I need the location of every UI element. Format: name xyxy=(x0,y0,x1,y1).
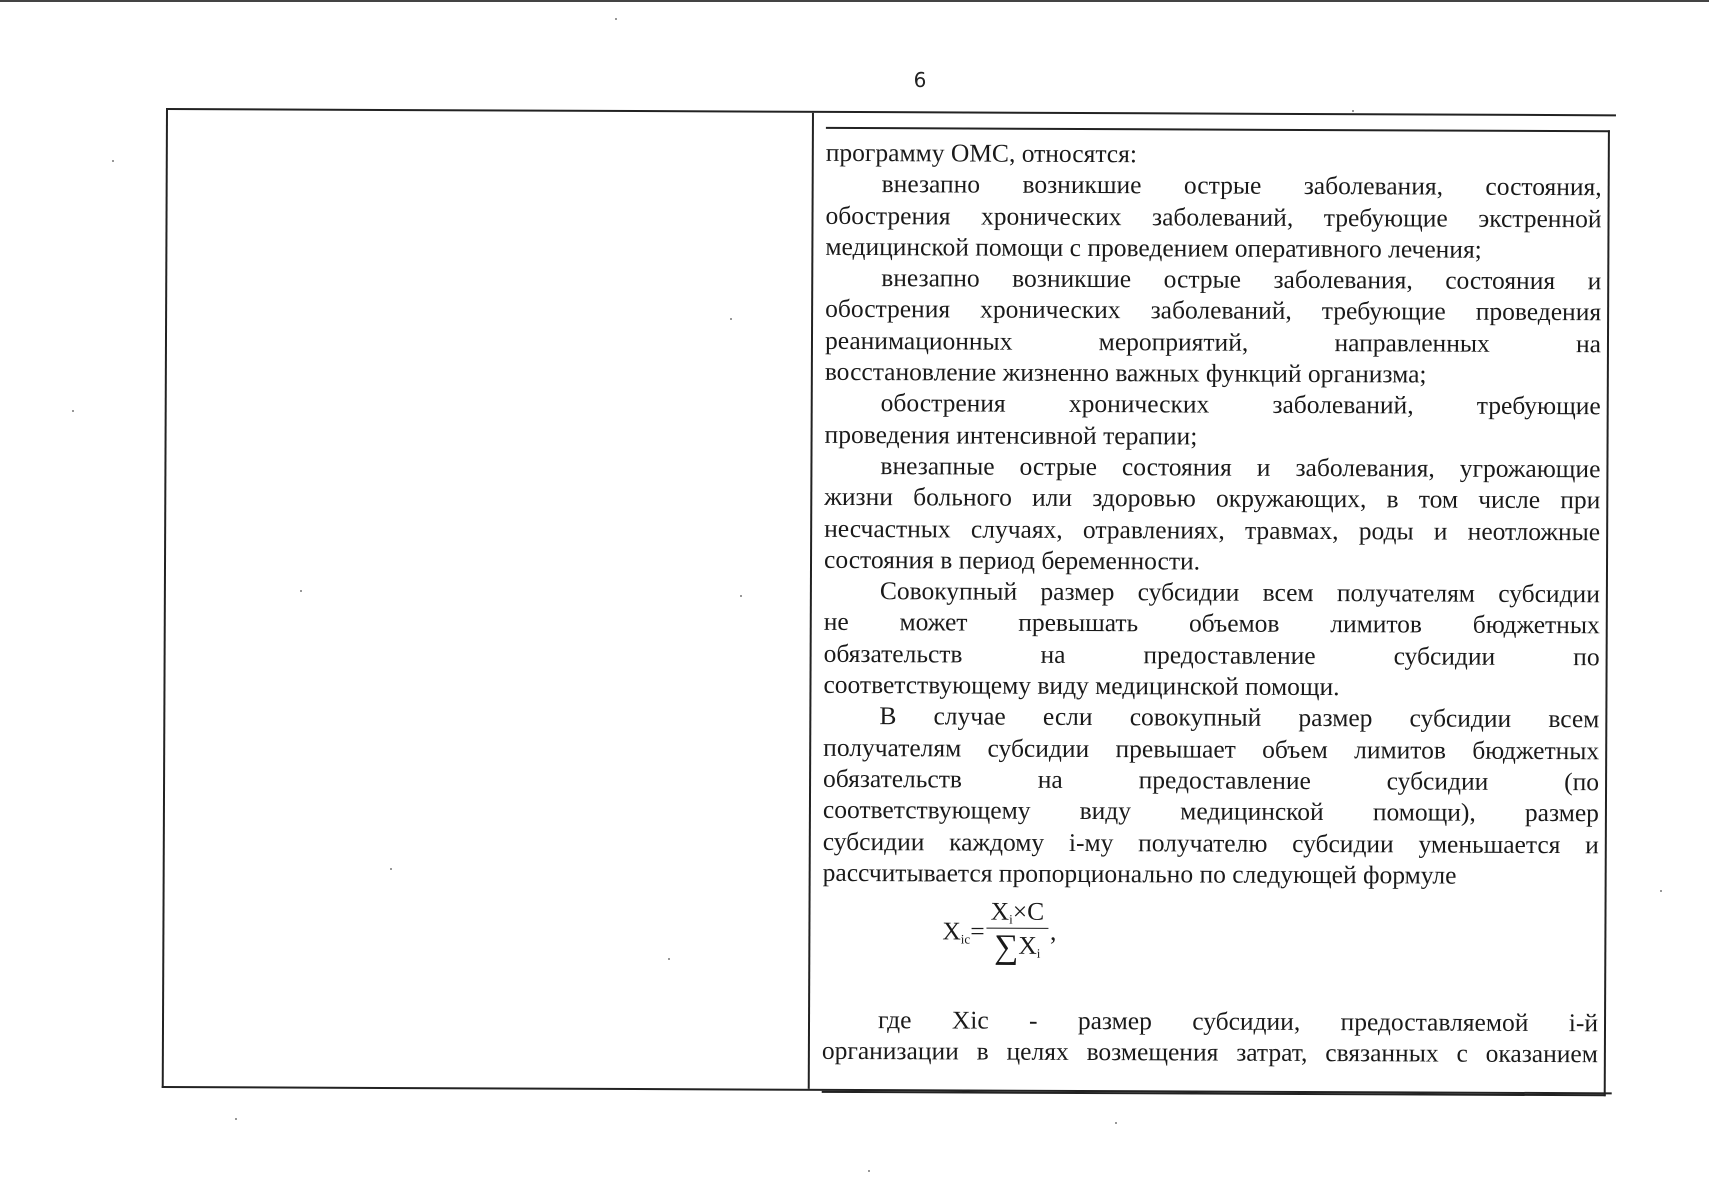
text-line xyxy=(824,512,1600,547)
text-line xyxy=(825,325,1601,360)
text-line-content: не может превышать объемов лимитов бюджетных xyxy=(823,607,1600,640)
text-line-content: субсидии каждому i-му получателю субсидии уменьшается и xyxy=(822,826,1599,859)
text-line-content: внезапно возникшие острые заболевания, состояния, xyxy=(881,169,1602,202)
document-table xyxy=(162,108,1616,1094)
text-line-content: Совокупный размер субсидии всем получателям субсидии xyxy=(879,576,1600,609)
text-line-content: В случае если совокупный размер субсидии всем xyxy=(879,701,1600,734)
text-line xyxy=(822,1004,1598,1039)
scan-speck xyxy=(615,18,617,20)
text-line-content: получателям субсидии превышает объем лимитов бюджетных xyxy=(823,732,1600,765)
subsidy-formula xyxy=(822,898,1598,967)
text-line-content: несчастных случаях, отравлениях, травмах, роды и неотложные xyxy=(824,513,1601,546)
text-line xyxy=(825,231,1601,266)
scan-speck xyxy=(112,160,114,162)
right-cell-text xyxy=(822,137,1602,1070)
text-line-content: обострения хронических заболеваний, требующие xyxy=(880,388,1601,421)
text-line xyxy=(826,168,1602,203)
text-line-content: обострения хронических заболеваний, требующие проведения xyxy=(825,294,1602,327)
text-line xyxy=(823,857,1599,892)
scan-speck xyxy=(1115,1122,1117,1124)
text-line-content: внезапные острые состояния и заболевания, угрожающие xyxy=(880,451,1601,484)
formula-equals: = xyxy=(970,916,985,946)
formula-denominator: $\sum X_i$ xyxy=(994,928,1041,966)
text-line-content: организации в целях возмещения затрат, связанных с оказанием xyxy=(821,1036,1598,1069)
text-line xyxy=(825,387,1601,422)
text-line-content: рассчитывается пропорционально по следующей формуле xyxy=(822,857,1457,890)
text-line xyxy=(823,825,1599,860)
formula-lhs: $X_{ic}$ xyxy=(942,916,971,947)
text-line xyxy=(824,544,1600,579)
text-line xyxy=(824,450,1600,485)
text-line-content: где Xic - размер субсидии, предоставляемой i-й xyxy=(877,1005,1599,1038)
text-line-content: соответствующему виду медицинской помощи), размер xyxy=(822,795,1600,828)
text-line xyxy=(825,293,1601,328)
formula-numerator: $X_i\times C$ xyxy=(987,899,1049,929)
text-line-content: соответствующему виду медицинской помощи. xyxy=(823,669,1340,702)
text-line xyxy=(825,262,1601,297)
text-line xyxy=(823,700,1599,735)
scan-speck xyxy=(668,958,670,960)
text-line-content: состояния в период беременности. xyxy=(823,544,1201,576)
scan-speck xyxy=(235,1118,237,1120)
scan-speck xyxy=(730,318,732,320)
formula-fraction xyxy=(986,896,1048,966)
text-line-content: медицинской помощи с проведением оперативного лечения; xyxy=(825,231,1482,264)
text-line xyxy=(825,199,1601,234)
text-line xyxy=(824,606,1600,641)
text-line-content: проведения интенсивной терапии; xyxy=(824,419,1198,451)
text-line xyxy=(822,1035,1598,1070)
text-line-content: восстановление жизненно важных функций организма; xyxy=(824,356,1427,389)
text-line xyxy=(823,794,1599,829)
scan-speck xyxy=(740,595,742,597)
page-number: 6 xyxy=(913,68,927,92)
formula-trailing: , xyxy=(1049,917,1057,947)
text-line xyxy=(825,419,1601,454)
text-line-content: жизни больного или здоровью окружающих, в том числе при xyxy=(824,482,1601,515)
text-line xyxy=(823,732,1599,767)
scan-speck xyxy=(72,410,74,412)
text-line xyxy=(823,763,1599,798)
text-line xyxy=(825,356,1601,391)
text-line-content: реанимационных мероприятий, направленных на xyxy=(824,325,1602,359)
table-right-cell xyxy=(822,127,1610,1096)
scan-speck xyxy=(1352,110,1354,112)
scan-speck xyxy=(868,1170,870,1172)
text-line-content: обязательств на предоставление субсидии по xyxy=(823,638,1600,672)
text-line-content: программу ОМС, относятся: xyxy=(825,137,1138,169)
text-line-content: обязательств на предоставление субсидии (по xyxy=(823,763,1600,797)
scan-speck xyxy=(390,868,392,870)
text-line-content: внезапно возникшие острые заболевания, состояния и xyxy=(881,263,1602,296)
text-line xyxy=(824,638,1600,673)
text-line xyxy=(826,137,1602,172)
text-line xyxy=(823,669,1599,704)
text-line-content: обострения хронических заболеваний, требующие экстренной xyxy=(825,200,1602,233)
scan-speck xyxy=(1660,890,1662,892)
table-left-cell xyxy=(164,110,814,1089)
text-line xyxy=(824,481,1600,516)
text-line xyxy=(824,575,1600,610)
scan-speck xyxy=(300,590,302,592)
scan-top-rule xyxy=(0,0,1709,2)
